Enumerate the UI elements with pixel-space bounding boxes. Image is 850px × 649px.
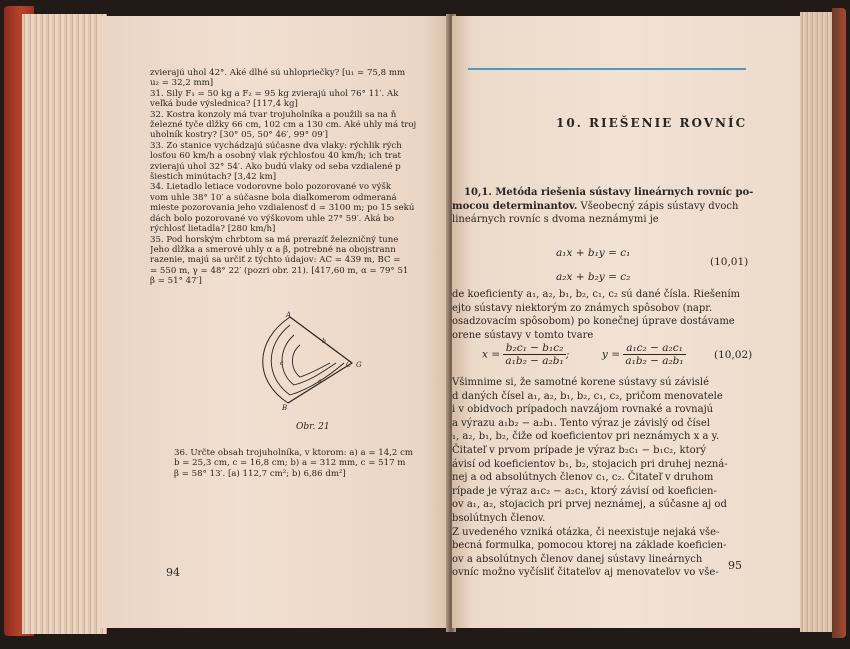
- paragraph-2: [452, 288, 792, 342]
- right-page-text: [452, 186, 792, 227]
- body-line: Z uvedeného vzniká otázka, či neexistuje nejaká vše-: [452, 526, 720, 538]
- exercise-text-line: zvierajú uhol 32° 54′. Ako budú vlaky od seba vzdialené p: [150, 161, 401, 172]
- exercise-36: [174, 448, 450, 479]
- figure-label-c: C: [346, 361, 352, 369]
- figure-label-side-c: c: [280, 360, 284, 367]
- exercise-36-line: b = 25,3 cm, c = 16,8 cm; b) a = 312 mm, c = 517 m: [174, 458, 406, 469]
- fraction-x: [503, 342, 565, 367]
- exercise-text-line: losťou 60 km/h a osobný vlak rýchlosťou 40 km/h; ich trat: [150, 151, 401, 162]
- exercise-text-line: = 550 m, γ = 48° 22′ (pozri obr. 21). [417,60 m, α = 79° 51: [150, 265, 409, 276]
- paragraph-3: [452, 376, 792, 580]
- book-cover-right: [832, 8, 846, 638]
- fraction-y-denominator: a₁b₂ − a₂b₁: [625, 355, 684, 367]
- chapter-rule: [468, 68, 746, 70]
- fraction-y-numerator: a₁c₂ − a₂c₁: [623, 342, 685, 355]
- body-line: orene sústavy v tomto tvare: [452, 329, 594, 341]
- body-line: de koeficienty a₁, a₂, b₁, b₂, c₁, c₂ sú dané čísla. Riešením: [452, 289, 741, 300]
- figure-label-a: A: [286, 311, 292, 319]
- body-line: d daných čísel a₁, a₂, b₁, b₂, c₁, c₂, pričom menovatele: [452, 390, 723, 402]
- left-page: [100, 16, 450, 628]
- exercise-text-line: vom uhle 38° 10′ a súčasne bola diaľkomerom odmeraná: [150, 192, 397, 203]
- figure-label-side-b: b: [322, 338, 326, 345]
- section-heading-line-1: 10,1. Metóda riešenia sústavy lineárnych rovníc po-: [464, 187, 754, 198]
- exercise-text-line: mieste pozorovania jeho vzdialenosť d = 3100 m; po 15 sekú: [150, 203, 415, 214]
- body-line: i v obidvoch prípadoch navzájom rovnaké a rovnajú: [452, 404, 714, 416]
- exercise-36-line: 36. Určte obsah trojuholníka, v ktorom: a) a = 14,2 cm: [174, 448, 414, 458]
- exercise-text-line: uholník kostry? [30° 05, 50° 46′, 99° 09′]: [150, 130, 328, 141]
- exercise-text-line: 34. Lietadlo letiace vodorovne bolo pozorované vo výšk: [150, 182, 392, 193]
- body-line: ov a₁, a₂, stojacich pri prvej neznámej, a súčasne aj od: [452, 499, 727, 511]
- fraction-x-denominator: a₁b₂ − a₂b₁: [505, 355, 564, 367]
- exercise-text-line: u₂ = 32,2 mm]: [150, 78, 214, 89]
- exercise-text-line: Jeho dĺžka a smerové uhly α a β, potrebné na obojstrann: [150, 244, 396, 255]
- fraction-x-numerator: b₂c₁ − b₁c₂: [503, 342, 565, 355]
- triangle-figure: [260, 311, 370, 411]
- body-line: ávisí od koeficientov b₁, b₂, stojacich pri druhej nezná-: [452, 458, 728, 470]
- body-line: lineárnych rovníc s dvoma neznámymi je: [452, 214, 659, 226]
- body-line: ejto sústavy niektorým zo známych spôsobov (napr.: [452, 302, 713, 314]
- equation-number-2: (10,02): [714, 349, 753, 361]
- body-line: ₁, a₂, b₁, b₂, čiže od koeficientov pri neznámych x a y.: [452, 431, 720, 443]
- exercise-text-line: 35. Pod horským chrbtom sa má prerazíť železničný tune: [150, 234, 399, 245]
- figure-caption: Obr. 21: [296, 422, 330, 432]
- body-line: rípade je výraz a₁c₂ − a₂c₁, ktorý závisí od koeficien-: [452, 485, 717, 497]
- section-heading-line-2: mocou determinantov.: [452, 200, 578, 212]
- exercise-36-line: β = 58° 13′. [a) 112,7 cm²; b) 6,86 dm²]: [174, 468, 346, 479]
- body-line: Čitateľ v prvom prípade je výraz b₂c₁ − b₁c₂, ktorý: [452, 444, 707, 456]
- exercise-text-line: razenie, majú sa určiť z týchto údajov: AC = 439 m, BC =: [150, 255, 401, 266]
- exercise-text-line: veľká bude výslednica? [117,4 kg]: [150, 99, 298, 110]
- exercise-text-line: rýchlosť lietadla? [280 km/h]: [150, 224, 276, 235]
- chapter-title: 10. RIEŠENIE ROVNÍC: [556, 116, 748, 130]
- exercise-text-line: železné tyče dĺžky 66 cm, 102 cm a 130 cm. Aké uhly má troj: [150, 120, 417, 131]
- fraction-y: [623, 342, 685, 367]
- equation-1b: a₂x + b₂y = c₂: [556, 271, 631, 283]
- section-intro: Všeobecný zápis sústavy dvoch: [577, 200, 739, 212]
- body-line: Všimnime si, že samotné korene sústavy sú závislé: [452, 377, 710, 388]
- equation-2-y-lhs: y =: [601, 348, 620, 361]
- body-line: ovníc možno vyčísliť čitateľov aj menovateľov vo vše-: [452, 567, 719, 579]
- exercise-text-line: 31. Sily F₁ = 50 kg a F₂ = 95 kg zvierajú uhol 76° 11′. Ak: [150, 88, 399, 99]
- body-line: nej a od absolútnych členov c₁, c₂. Čitateľ v druhom: [452, 472, 714, 484]
- equation-1a: a₁x + b₁y = c₁: [556, 247, 631, 259]
- equation-2-x-lhs: x =: [482, 348, 501, 361]
- exercise-text-line: 33. Zo stanice vychádzajú súčasne dva vlaky: rýchlik rých: [150, 140, 402, 151]
- exercise-text-line: dách bolo pozorované vo výškovom uhle 27° 59′. Aká bo: [150, 213, 395, 224]
- body-line: bsolútnych členov.: [452, 512, 546, 524]
- figure-label-b: B: [282, 404, 288, 411]
- exercise-text-line: zvierajú uhol 42°. Aké dlhé sú uhlopriečky? [u₁ = 75,8 mm: [150, 68, 406, 78]
- exercise-text-line: šiestich minútach? [3,42 km]: [150, 172, 277, 183]
- figure-label-side-a: a: [318, 378, 322, 385]
- page-edges-left: [22, 14, 107, 634]
- body-line: ov a absolútnych členov danej sústavy lineárnych: [452, 553, 703, 565]
- right-page: [452, 16, 802, 628]
- body-line: a výrazu a₁b₂ − a₂b₁. Tento výraz je závislý od čísel: [452, 417, 710, 429]
- page-edges-right: [800, 12, 836, 632]
- page-number-right: 95: [728, 559, 742, 572]
- body-line: osadzovacím spôsobom) po konečnej úprave dostávame: [452, 316, 735, 328]
- figure-label-g: G: [356, 361, 362, 369]
- equation-2: x = $\frac{\text{b₂c₁ − b₁c₂}}{\text{a₁b₂ − a₂b₁}}$ ; y = $\frac{\text{a₁c₂ − a₂c₁}}{\text{a₁b₂ − a₂b₁}}$: [482, 342, 684, 367]
- left-page-text: [150, 68, 450, 287]
- exercise-text-line: β = 51° 47′]: [150, 276, 202, 287]
- exercise-text-line: 32. Kostra konzoly má tvar trojuholníka a použili sa na ň: [150, 109, 397, 120]
- body-line: becná formulka, pomocou ktorej na základe koeficien-: [452, 540, 727, 552]
- equation-number-1: (10,01): [710, 256, 749, 268]
- page-number-left: 94: [166, 566, 180, 579]
